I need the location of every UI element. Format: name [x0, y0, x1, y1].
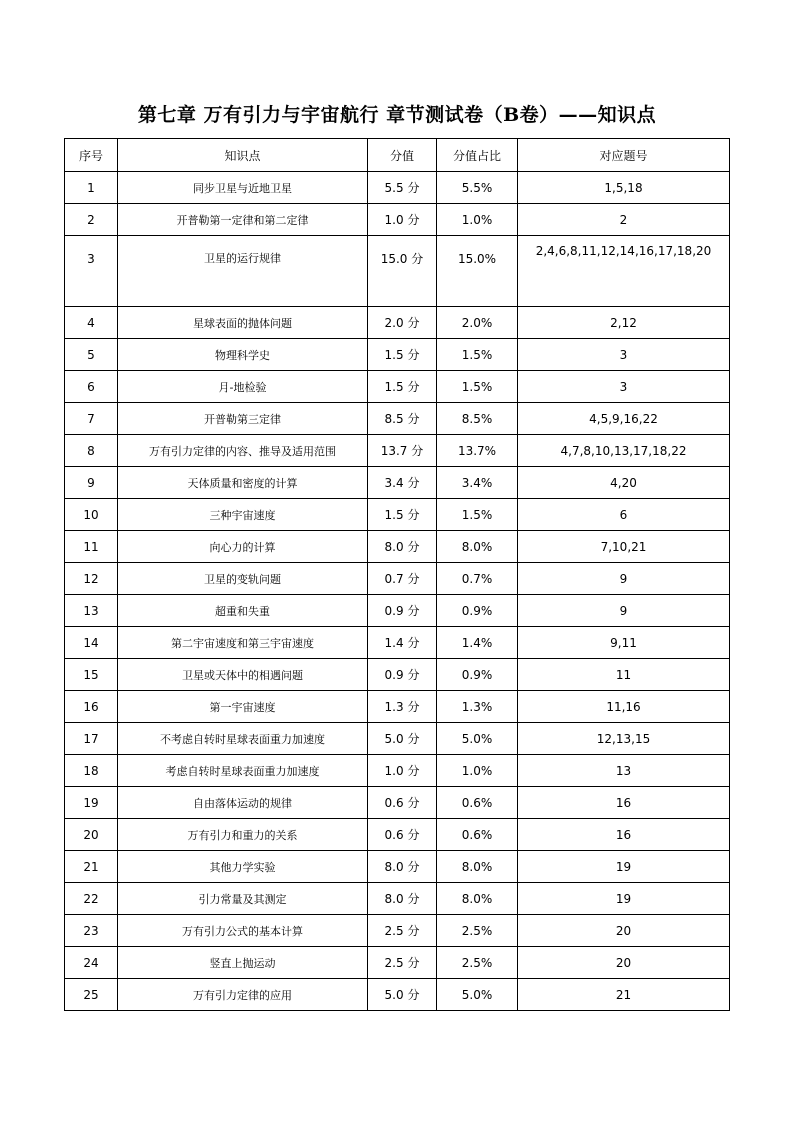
row-score: 0.9 分: [368, 659, 437, 691]
row-knowledge-point: 超重和失重: [118, 595, 368, 627]
row-question-numbers: 2,4,6,8,11,12,14,16,17,18,20: [518, 236, 730, 307]
row-index: 23: [65, 915, 118, 947]
row-question-numbers: 16: [518, 787, 730, 819]
row-score-ratio: 2.0%: [437, 307, 518, 339]
row-score: 1.5 分: [368, 499, 437, 531]
row-question-numbers: 7,10,21: [518, 531, 730, 563]
table-row: [65, 236, 730, 307]
row-question-numbers: 19: [518, 883, 730, 915]
row-score: 5.0 分: [368, 979, 437, 1011]
table-row: [65, 819, 730, 851]
row-knowledge-point: 第一宇宙速度: [118, 691, 368, 723]
table-row: [65, 851, 730, 883]
row-score: 0.9 分: [368, 595, 437, 627]
row-index: 15: [65, 659, 118, 691]
row-knowledge-point: 同步卫星与近地卫星: [118, 172, 368, 204]
row-knowledge-point: 考虑自转时星球表面重力加速度: [118, 755, 368, 787]
row-index: 5: [65, 339, 118, 371]
row-index: 24: [65, 947, 118, 979]
table-row: [65, 371, 730, 403]
row-score: 13.7 分: [368, 435, 437, 467]
row-score: 3.4 分: [368, 467, 437, 499]
row-index: 9: [65, 467, 118, 499]
table-row: [65, 723, 730, 755]
row-score-ratio: 1.5%: [437, 371, 518, 403]
row-score-ratio: 0.9%: [437, 659, 518, 691]
table-row: [65, 595, 730, 627]
row-score-ratio: 5.0%: [437, 979, 518, 1011]
row-index: 13: [65, 595, 118, 627]
header-score-ratio: 分值占比: [437, 139, 518, 172]
row-score-ratio: 8.0%: [437, 883, 518, 915]
row-knowledge-point: 万有引力定律的内容、推导及适用范围: [118, 435, 368, 467]
row-score: 1.5 分: [368, 339, 437, 371]
table-row: [65, 979, 730, 1011]
row-score: 0.6 分: [368, 787, 437, 819]
row-score-ratio: 5.0%: [437, 723, 518, 755]
table-row: [65, 659, 730, 691]
row-score-ratio: 8.0%: [437, 531, 518, 563]
row-index: 6: [65, 371, 118, 403]
row-score-ratio: 15.0%: [437, 236, 518, 307]
table-row: [65, 755, 730, 787]
row-score-ratio: 0.7%: [437, 563, 518, 595]
row-knowledge-point: 引力常量及其测定: [118, 883, 368, 915]
row-question-numbers: 11,16: [518, 691, 730, 723]
row-score-ratio: 1.0%: [437, 755, 518, 787]
row-question-numbers: 3: [518, 371, 730, 403]
row-score: 15.0 分: [368, 236, 437, 307]
page-title: 第七章 万有引力与宇宙航行 章节测试卷（B卷）——知识点: [137, 104, 657, 126]
row-score-ratio: 1.3%: [437, 691, 518, 723]
header-question-numbers: 对应题号: [518, 139, 730, 172]
table-header-row: [65, 139, 730, 172]
row-question-numbers: 21: [518, 979, 730, 1011]
row-index: 20: [65, 819, 118, 851]
table-row: [65, 947, 730, 979]
row-knowledge-point: 物理科学史: [118, 339, 368, 371]
row-knowledge-point: 第二宇宙速度和第三宇宙速度: [118, 627, 368, 659]
row-knowledge-point: 星球表面的抛体问题: [118, 307, 368, 339]
row-index: 8: [65, 435, 118, 467]
row-knowledge-point: 自由落体运动的规律: [118, 787, 368, 819]
row-score-ratio: 0.6%: [437, 819, 518, 851]
row-score-ratio: 2.5%: [437, 915, 518, 947]
row-score: 5.0 分: [368, 723, 437, 755]
row-score-ratio: 0.9%: [437, 595, 518, 627]
row-score: 1.4 分: [368, 627, 437, 659]
table-row: [65, 883, 730, 915]
row-knowledge-point: 竖直上抛运动: [118, 947, 368, 979]
table-row: [65, 691, 730, 723]
row-question-numbers: 6: [518, 499, 730, 531]
row-knowledge-point: 不考虑自转时星球表面重力加速度: [118, 723, 368, 755]
row-score-ratio: 1.5%: [437, 339, 518, 371]
row-question-numbers: 3: [518, 339, 730, 371]
table-row: [65, 499, 730, 531]
row-index: 16: [65, 691, 118, 723]
row-index: 4: [65, 307, 118, 339]
row-knowledge-point: 三种宇宙速度: [118, 499, 368, 531]
row-question-numbers: 20: [518, 915, 730, 947]
knowledge-table: [64, 138, 730, 1011]
row-score: 5.5 分: [368, 172, 437, 204]
row-index: 22: [65, 883, 118, 915]
row-question-numbers: 9,11: [518, 627, 730, 659]
row-question-numbers: 12,13,15: [518, 723, 730, 755]
row-question-numbers: 2,12: [518, 307, 730, 339]
row-score: 0.6 分: [368, 819, 437, 851]
row-knowledge-point: 卫星的运行规律: [118, 236, 368, 307]
table-row: [65, 307, 730, 339]
row-score-ratio: 1.0%: [437, 204, 518, 236]
table-row: [65, 435, 730, 467]
row-index: 11: [65, 531, 118, 563]
row-knowledge-point: 卫星的变轨问题: [118, 563, 368, 595]
row-question-numbers: 4,5,9,16,22: [518, 403, 730, 435]
row-question-numbers: 4,20: [518, 467, 730, 499]
table-row: [65, 627, 730, 659]
row-score: 8.0 分: [368, 883, 437, 915]
header-score: 分值: [368, 139, 437, 172]
table-row: [65, 915, 730, 947]
row-knowledge-point: 万有引力定律的应用: [118, 979, 368, 1011]
row-question-numbers: 19: [518, 851, 730, 883]
row-score-ratio: 1.4%: [437, 627, 518, 659]
table-row: [65, 531, 730, 563]
row-score: 8.5 分: [368, 403, 437, 435]
row-score-ratio: 8.0%: [437, 851, 518, 883]
row-score-ratio: 3.4%: [437, 467, 518, 499]
table-row: [65, 563, 730, 595]
table-row: [65, 172, 730, 204]
row-question-numbers: 11: [518, 659, 730, 691]
row-score: 1.5 分: [368, 371, 437, 403]
row-score: 8.0 分: [368, 531, 437, 563]
row-knowledge-point: 其他力学实验: [118, 851, 368, 883]
row-question-numbers: 9: [518, 595, 730, 627]
row-score-ratio: 8.5%: [437, 403, 518, 435]
row-index: 14: [65, 627, 118, 659]
row-index: 21: [65, 851, 118, 883]
row-question-numbers: 2: [518, 204, 730, 236]
header-knowledge-point: 知识点: [118, 139, 368, 172]
row-knowledge-point: 开普勒第三定律: [118, 403, 368, 435]
row-index: 19: [65, 787, 118, 819]
table-body: [65, 172, 730, 1011]
table-row: [65, 467, 730, 499]
row-index: 18: [65, 755, 118, 787]
row-knowledge-point: 万有引力公式的基本计算: [118, 915, 368, 947]
row-index: 12: [65, 563, 118, 595]
row-score-ratio: 13.7%: [437, 435, 518, 467]
row-score-ratio: 1.5%: [437, 499, 518, 531]
row-score: 1.0 分: [368, 755, 437, 787]
row-score: 0.7 分: [368, 563, 437, 595]
table-row: [65, 339, 730, 371]
row-score: 2.5 分: [368, 915, 437, 947]
row-score: 2.5 分: [368, 947, 437, 979]
row-score: 2.0 分: [368, 307, 437, 339]
table-row: [65, 204, 730, 236]
row-score: 8.0 分: [368, 851, 437, 883]
row-index: 1: [65, 172, 118, 204]
row-question-numbers: 9: [518, 563, 730, 595]
row-index: 7: [65, 403, 118, 435]
row-knowledge-point: 月-地检验: [118, 371, 368, 403]
table-row: [65, 403, 730, 435]
row-question-numbers: 1,5,18: [518, 172, 730, 204]
row-score-ratio: 2.5%: [437, 947, 518, 979]
row-knowledge-point: 天体质量和密度的计算: [118, 467, 368, 499]
table-row: [65, 787, 730, 819]
row-knowledge-point: 开普勒第一定律和第二定律: [118, 204, 368, 236]
row-index: 25: [65, 979, 118, 1011]
row-index: 2: [65, 204, 118, 236]
row-question-numbers: 13: [518, 755, 730, 787]
row-index: 10: [65, 499, 118, 531]
header-index: 序号: [65, 139, 118, 172]
row-score-ratio: 0.6%: [437, 787, 518, 819]
row-index: 17: [65, 723, 118, 755]
row-score: 1.3 分: [368, 691, 437, 723]
row-score-ratio: 5.5%: [437, 172, 518, 204]
row-question-numbers: 16: [518, 819, 730, 851]
row-knowledge-point: 万有引力和重力的关系: [118, 819, 368, 851]
row-index: 3: [65, 236, 118, 307]
row-knowledge-point: 卫星或天体中的相遇问题: [118, 659, 368, 691]
row-knowledge-point: 向心力的计算: [118, 531, 368, 563]
row-score: 1.0 分: [368, 204, 437, 236]
row-question-numbers: 4,7,8,10,13,17,18,22: [518, 435, 730, 467]
row-question-numbers: 20: [518, 947, 730, 979]
